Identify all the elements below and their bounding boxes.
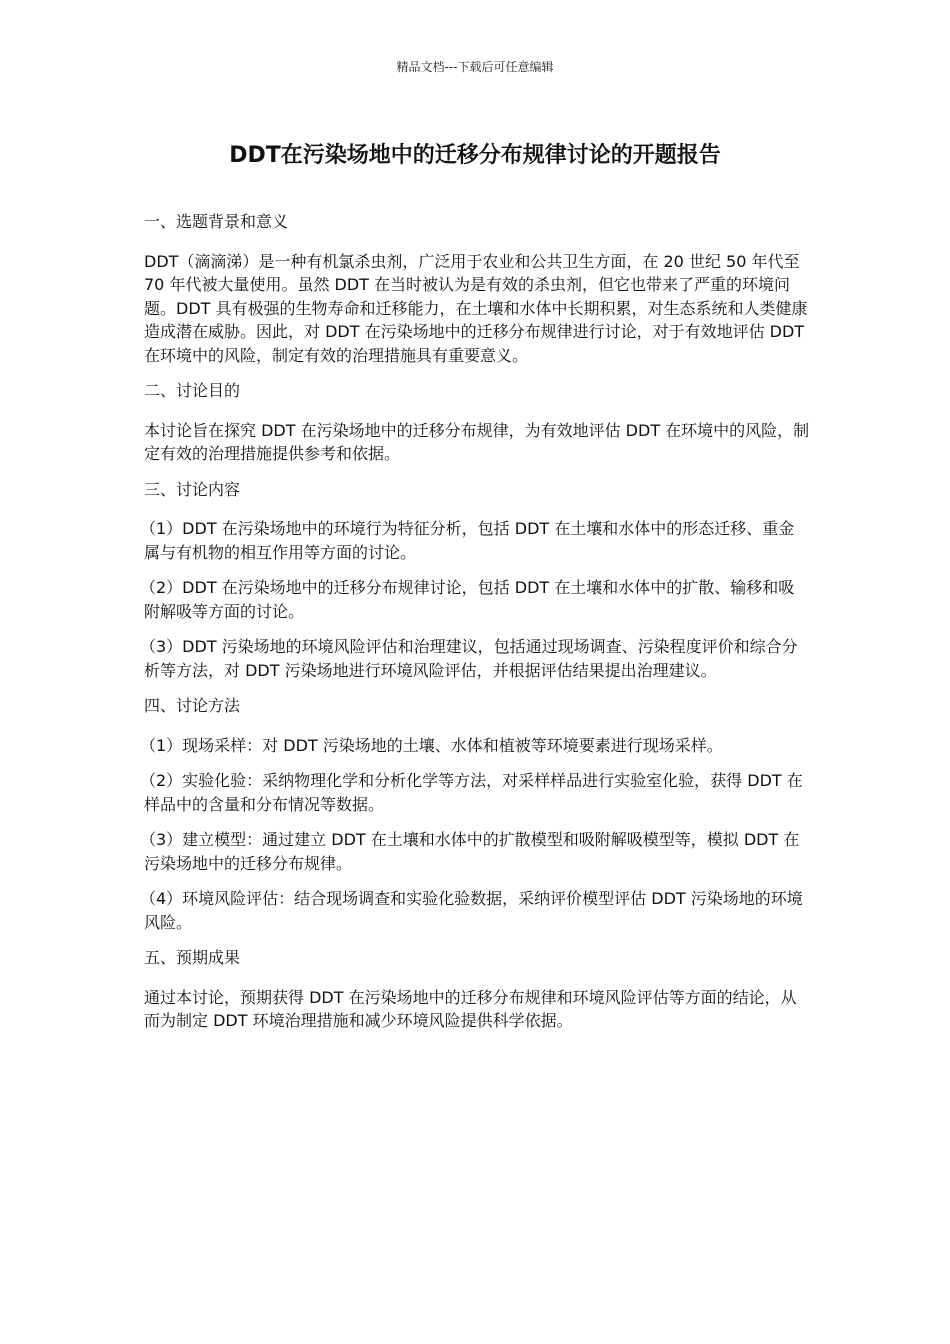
document-title: DDT在污染场地中的迁移分布规律讨论的开题报告 (229, 143, 721, 168)
method-item-2: （2）实验化验：采纳物理化学和分析化学等方法，对采样样品进行实验室化验，获得 DDT 在样品中的含量和分布情况等数据。 (140, 771, 803, 814)
content-item-3: （3）DDT 污染场地的环境风险评估和治理建议，包括通过现场调查、污染程度评价和综合分析等方法，对 DDT 污染场地进行环境风险评估，并根据评估结果提出治理建议。 (140, 637, 798, 680)
section-heading-content: 三、讨论内容 (144, 479, 241, 499)
section-heading-purpose: 二、讨论目的 (144, 381, 241, 400)
section-heading-methods: 四、讨论方法 (144, 696, 241, 715)
document-body (140, 210, 810, 1045)
paragraph-outcomes: 通过本讨论，预期获得 DDT 在污染场地中的迁移分布规律和环境风险评估等方面的结论，从而为制定 DDT 环境治理措施和减少环境风险提供科学依据。 (144, 987, 797, 1030)
paragraph-background: DDT（滴滴涕）是一种有机氯杀虫剂，广泛用于农业和公共卫生方面，在 20 世纪 50 年代至 70 年代被大量使用。虽然 DDT 在当时被认为是有效的杀虫剂，但它也带来了严重的环境问题。DDT 具有极强的生物寿命和迁移能力，在土壤和水体中长期积累，对生态系统和人类健康造成潜在威胁。因此，对 DDT 在污染场地中的迁移分布规律进行讨论，对于有效地评估 DDT 在环境中的风险，制定有效的治理措施具有重要意义。 (144, 251, 808, 365)
paragraph-purpose: 本讨论旨在探究 DDT 在污染场地中的迁移分布规律，为有效地评估 DDT 在环境中的风险，制定有效的治理措施提供参考和依据。 (144, 420, 810, 463)
content-item-1: （1）DDT 在污染场地中的环境行为特征分析，包括 DDT 在土壤和水体中的形态迁移、重金属与有机物的相互作用等方面的讨论。 (140, 519, 795, 562)
section-heading-background: 一、选题背景和意义 (144, 212, 289, 231)
method-item-1: （1）现场采样：对 DDT 污染场地的土壤、水体和植被等环境要素进行现场采样。 (140, 735, 723, 755)
content-item-2: （2）DDT 在污染场地中的迁移分布规律讨论，包括 DDT 在土壤和水体中的扩散、输移和吸附解吸等方面的讨论。 (140, 578, 795, 621)
section-heading-outcomes: 五、预期成果 (144, 948, 241, 967)
method-item-4: （4）环境风险评估：结合现场调查和实验化验数据，采纳评价模型评估 DDT 污染场地的环境风险。 (140, 889, 803, 932)
header-note: 精品文档---下载后可任意编辑 (396, 60, 554, 74)
method-item-3: （3）建立模型：通过建立 DDT 在土壤和水体中的扩散模型和吸附解吸模型等，模拟 DDT 在污染场地中的迁移分布规律。 (140, 830, 800, 873)
